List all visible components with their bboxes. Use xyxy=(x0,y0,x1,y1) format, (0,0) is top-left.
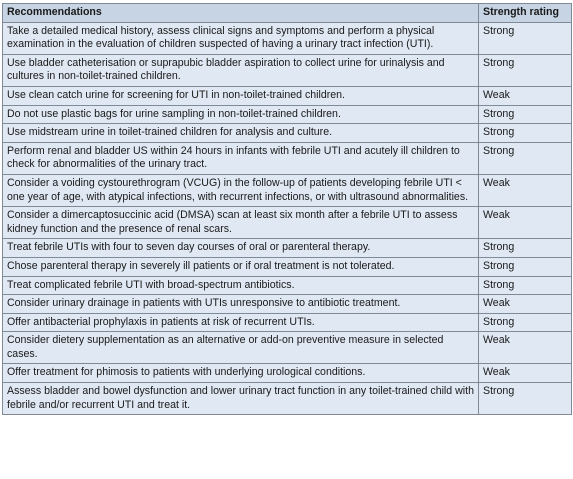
strength-rating-cell: Weak xyxy=(479,332,572,364)
strength-rating-cell: Strong xyxy=(479,239,572,258)
table-row xyxy=(3,239,572,258)
header-recommendations: Recommendations xyxy=(3,4,479,23)
table-row xyxy=(3,124,572,143)
recommendation-cell: Consider a dimercaptosuccinic acid (DMSA) scan at least six month after a febrile UTI to assess kidney function and the presence of renal scars. xyxy=(3,207,479,239)
recommendation-cell: Chose parenteral therapy in severely ill patients or if oral treatment is not tolerated. xyxy=(3,257,479,276)
strength-rating-cell: Weak xyxy=(479,174,572,206)
strength-rating-cell: Weak xyxy=(479,86,572,105)
table-row xyxy=(3,332,572,364)
table-row xyxy=(3,54,572,86)
table-header-row xyxy=(3,4,572,23)
strength-rating-cell: Weak xyxy=(479,207,572,239)
strength-rating-cell: Strong xyxy=(479,54,572,86)
recommendation-cell: Consider dietery supplementation as an alternative or add-on preventive measure in selected cases. xyxy=(3,332,479,364)
recommendation-cell: Offer antibacterial prophylaxis in patients at risk of recurrent UTIs. xyxy=(3,313,479,332)
strength-rating-cell: Strong xyxy=(479,105,572,124)
table-row xyxy=(3,295,572,314)
recommendation-cell: Treat febrile UTIs with four to seven day courses of oral or parenteral therapy. xyxy=(3,239,479,258)
table-row xyxy=(3,105,572,124)
strength-rating-cell: Strong xyxy=(479,142,572,174)
recommendation-cell: Take a detailed medical history, assess clinical signs and symptoms and perform a physical examination in the evaluation of children suspected of having a urinary tract infection (UTI). xyxy=(3,22,479,54)
strength-rating-cell: Weak xyxy=(479,364,572,383)
recommendation-cell: Use clean catch urine for screening for UTI in non-toilet-trained children. xyxy=(3,86,479,105)
table-row xyxy=(3,207,572,239)
recommendation-cell: Consider a voiding cystourethrogram (VCUG) in the follow-up of patients developing febrile UTI < one year of age, with atypical infections, with recurrent infections, or with ultrasound abnormalities. xyxy=(3,174,479,206)
strength-rating-cell: Strong xyxy=(479,22,572,54)
table-row xyxy=(3,22,572,54)
table-row xyxy=(3,313,572,332)
recommendation-cell: Treat complicated febrile UTI with broad-spectrum antibiotics. xyxy=(3,276,479,295)
strength-rating-cell: Strong xyxy=(479,313,572,332)
recommendation-cell: Assess bladder and bowel dysfunction and lower urinary tract function in any toilet-trained child with febrile and/or recurrent UTI and treat it. xyxy=(3,383,479,415)
strength-rating-cell: Strong xyxy=(479,383,572,415)
strength-rating-cell: Strong xyxy=(479,257,572,276)
recommendation-cell: Perform renal and bladder US within 24 hours in infants with febrile UTI and acutely ill children to check for abnormalities of the urinary tract. xyxy=(3,142,479,174)
header-strength-rating: Strength rating xyxy=(479,4,572,23)
table-row xyxy=(3,364,572,383)
table-row xyxy=(3,257,572,276)
strength-rating-cell: Weak xyxy=(479,295,572,314)
recommendation-cell: Offer treatment for phimosis to patients with underlying urological conditions. xyxy=(3,364,479,383)
recommendations-table xyxy=(2,3,572,415)
strength-rating-cell: Strong xyxy=(479,276,572,295)
recommendation-cell: Do not use plastic bags for urine sampling in non-toilet-trained children. xyxy=(3,105,479,124)
recommendation-cell: Use bladder catheterisation or suprapubic bladder aspiration to collect urine for urinalysis and cultures in non-toilet-trained children. xyxy=(3,54,479,86)
table-row xyxy=(3,142,572,174)
table-row xyxy=(3,86,572,105)
recommendation-cell: Use midstream urine in toilet-trained children for analysis and culture. xyxy=(3,124,479,143)
table-row xyxy=(3,174,572,206)
strength-rating-cell: Strong xyxy=(479,124,572,143)
recommendations-table-container xyxy=(2,3,571,415)
table-row xyxy=(3,383,572,415)
recommendation-cell: Consider urinary drainage in patients with UTIs unresponsive to antibiotic treatment. xyxy=(3,295,479,314)
table-row xyxy=(3,276,572,295)
